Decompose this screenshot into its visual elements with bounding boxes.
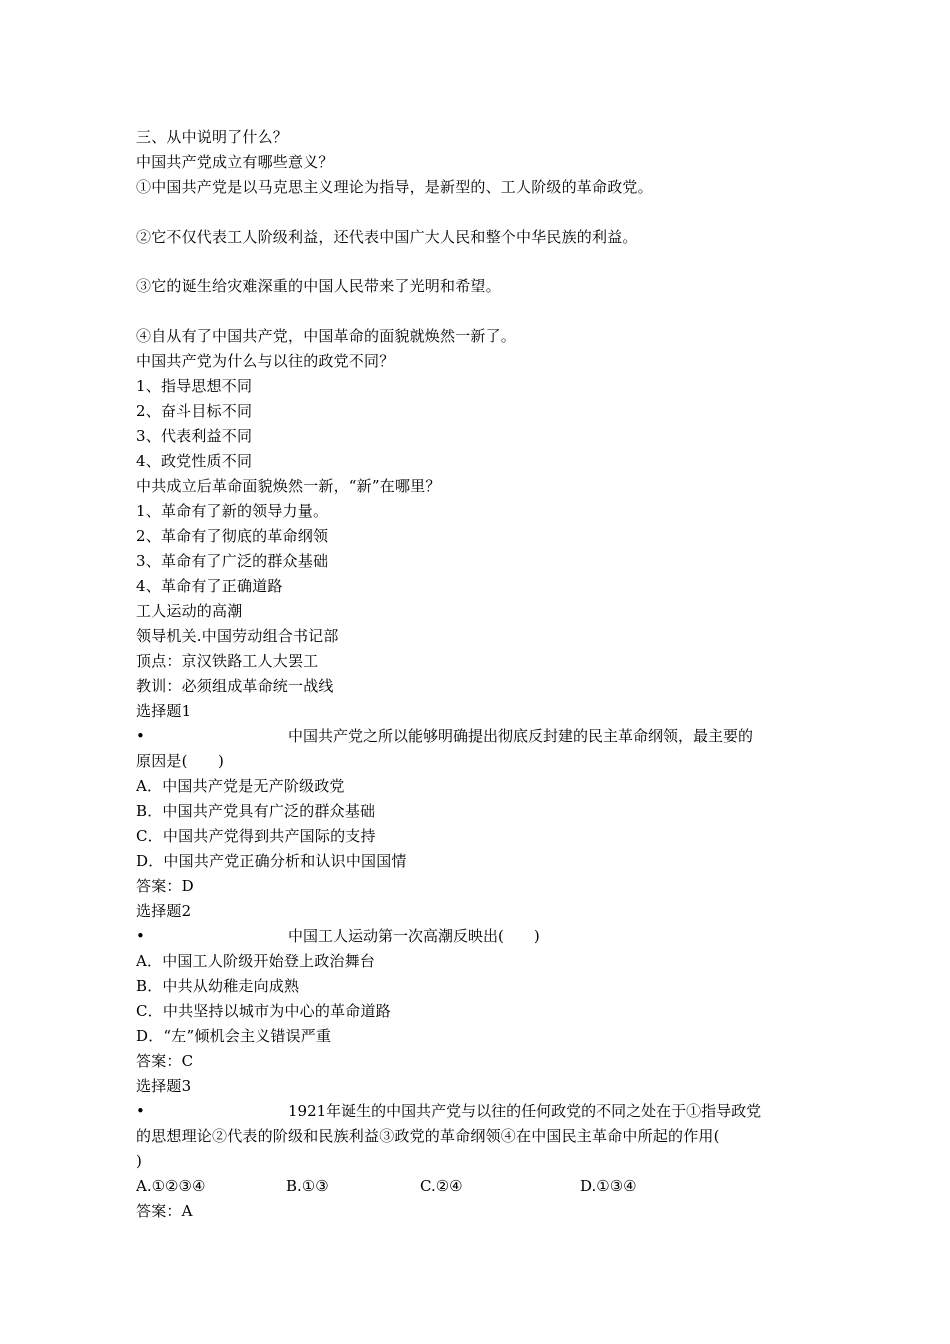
- question-heading: 中共成立后革命面貌焕然一新，“新”在哪里？: [136, 477, 441, 495]
- answer: 答案：D: [136, 877, 194, 895]
- stem-text: 原因是( ): [136, 752, 225, 770]
- bullet-icon: •: [136, 727, 145, 745]
- bullet-icon: •: [136, 927, 145, 945]
- section-heading: 三、从中说明了什么？: [136, 128, 289, 146]
- option-c: C．中共坚持以城市为中心的革命道路: [136, 1002, 391, 1020]
- stem-text: 的思想理论②代表的阶级和民族利益③政党的革命纲领④在中国民主革命中所起的作用(: [136, 1127, 720, 1145]
- list-item: 4、政党性质不同: [136, 452, 253, 470]
- text-line: 教训：必须组成革命统一战线: [136, 677, 334, 695]
- option-b: B．中共从幼稚走向成熟: [136, 977, 300, 995]
- text-line: 领导机关.中国劳动组合书记部: [136, 627, 339, 645]
- option-d: D.①③④: [580, 1177, 637, 1195]
- question-title: 选择题1: [136, 702, 192, 720]
- stem-text: ): [136, 1152, 143, 1170]
- question-stem: [136, 926, 816, 946]
- question-title: 选择题3: [136, 1077, 192, 1095]
- option-a: A．中国工人阶级开始登上政治舞台: [136, 952, 376, 970]
- options-row: [136, 1176, 816, 1196]
- option-c: C．中国共产党得到共产国际的支持: [136, 827, 376, 845]
- text-line: ④自从有了中国共产党，中国革命的面貌就焕然一新了。: [136, 327, 517, 345]
- list-item: 1、革命有了新的领导力量。: [136, 502, 329, 520]
- option-a: A．中国共产党是无产阶级政党: [136, 777, 345, 795]
- list-item: 4、革命有了正确道路: [136, 577, 283, 595]
- stem-text: 1921年诞生的中国共产党与以往的任何政党的不同之处在于①指导政党: [288, 1102, 762, 1120]
- answer: 答案：A: [136, 1202, 193, 1220]
- list-item: 2、奋斗目标不同: [136, 402, 253, 420]
- list-item: 3、革命有了广泛的群众基础: [136, 552, 329, 570]
- list-item: 2、革命有了彻底的革命纲领: [136, 527, 329, 545]
- option-b: B．中国共产党具有广泛的群众基础: [136, 802, 376, 820]
- question-heading: 中国共产党为什么与以往的政党不同？: [136, 352, 395, 370]
- question-stem: [136, 1101, 816, 1121]
- stem-text: 中国工人运动第一次高潮反映出( ): [288, 927, 540, 945]
- answer: 答案：C: [136, 1052, 194, 1070]
- bullet-icon: •: [136, 1102, 145, 1120]
- list-item: 3、代表利益不同: [136, 427, 253, 445]
- text-line: 顶点：京汉铁路工人大罢工: [136, 652, 319, 670]
- option-d: D．中国共产党正确分析和认识中国国情: [136, 852, 407, 870]
- option-d: D．“左”倾机会主义错误严重: [136, 1027, 332, 1045]
- stem-text: 中国共产党之所以能够明确提出彻底反封建的民主革命纲领，最主要的: [288, 727, 754, 745]
- question-heading: 中国共产党成立有哪些意义？: [136, 153, 334, 171]
- question-title: 选择题2: [136, 902, 192, 920]
- section-heading: 工人运动的高潮: [136, 602, 243, 620]
- list-item: 1、指导思想不同: [136, 377, 253, 395]
- option-b: B.①③: [286, 1177, 329, 1195]
- option-c: C.②④: [420, 1177, 463, 1195]
- text-line: ②它不仅代表工人阶级利益，还代表中国广大人民和整个中华民族的利益。: [136, 228, 638, 246]
- text-line: ③它的诞生给灾难深重的中国人民带来了光明和希望。: [136, 277, 501, 295]
- option-a: A.①②③④: [136, 1177, 206, 1195]
- question-stem: [136, 726, 816, 746]
- text-line: ①中国共产党是以马克思主义理论为指导，是新型的、工人阶级的革命政党。: [136, 178, 653, 196]
